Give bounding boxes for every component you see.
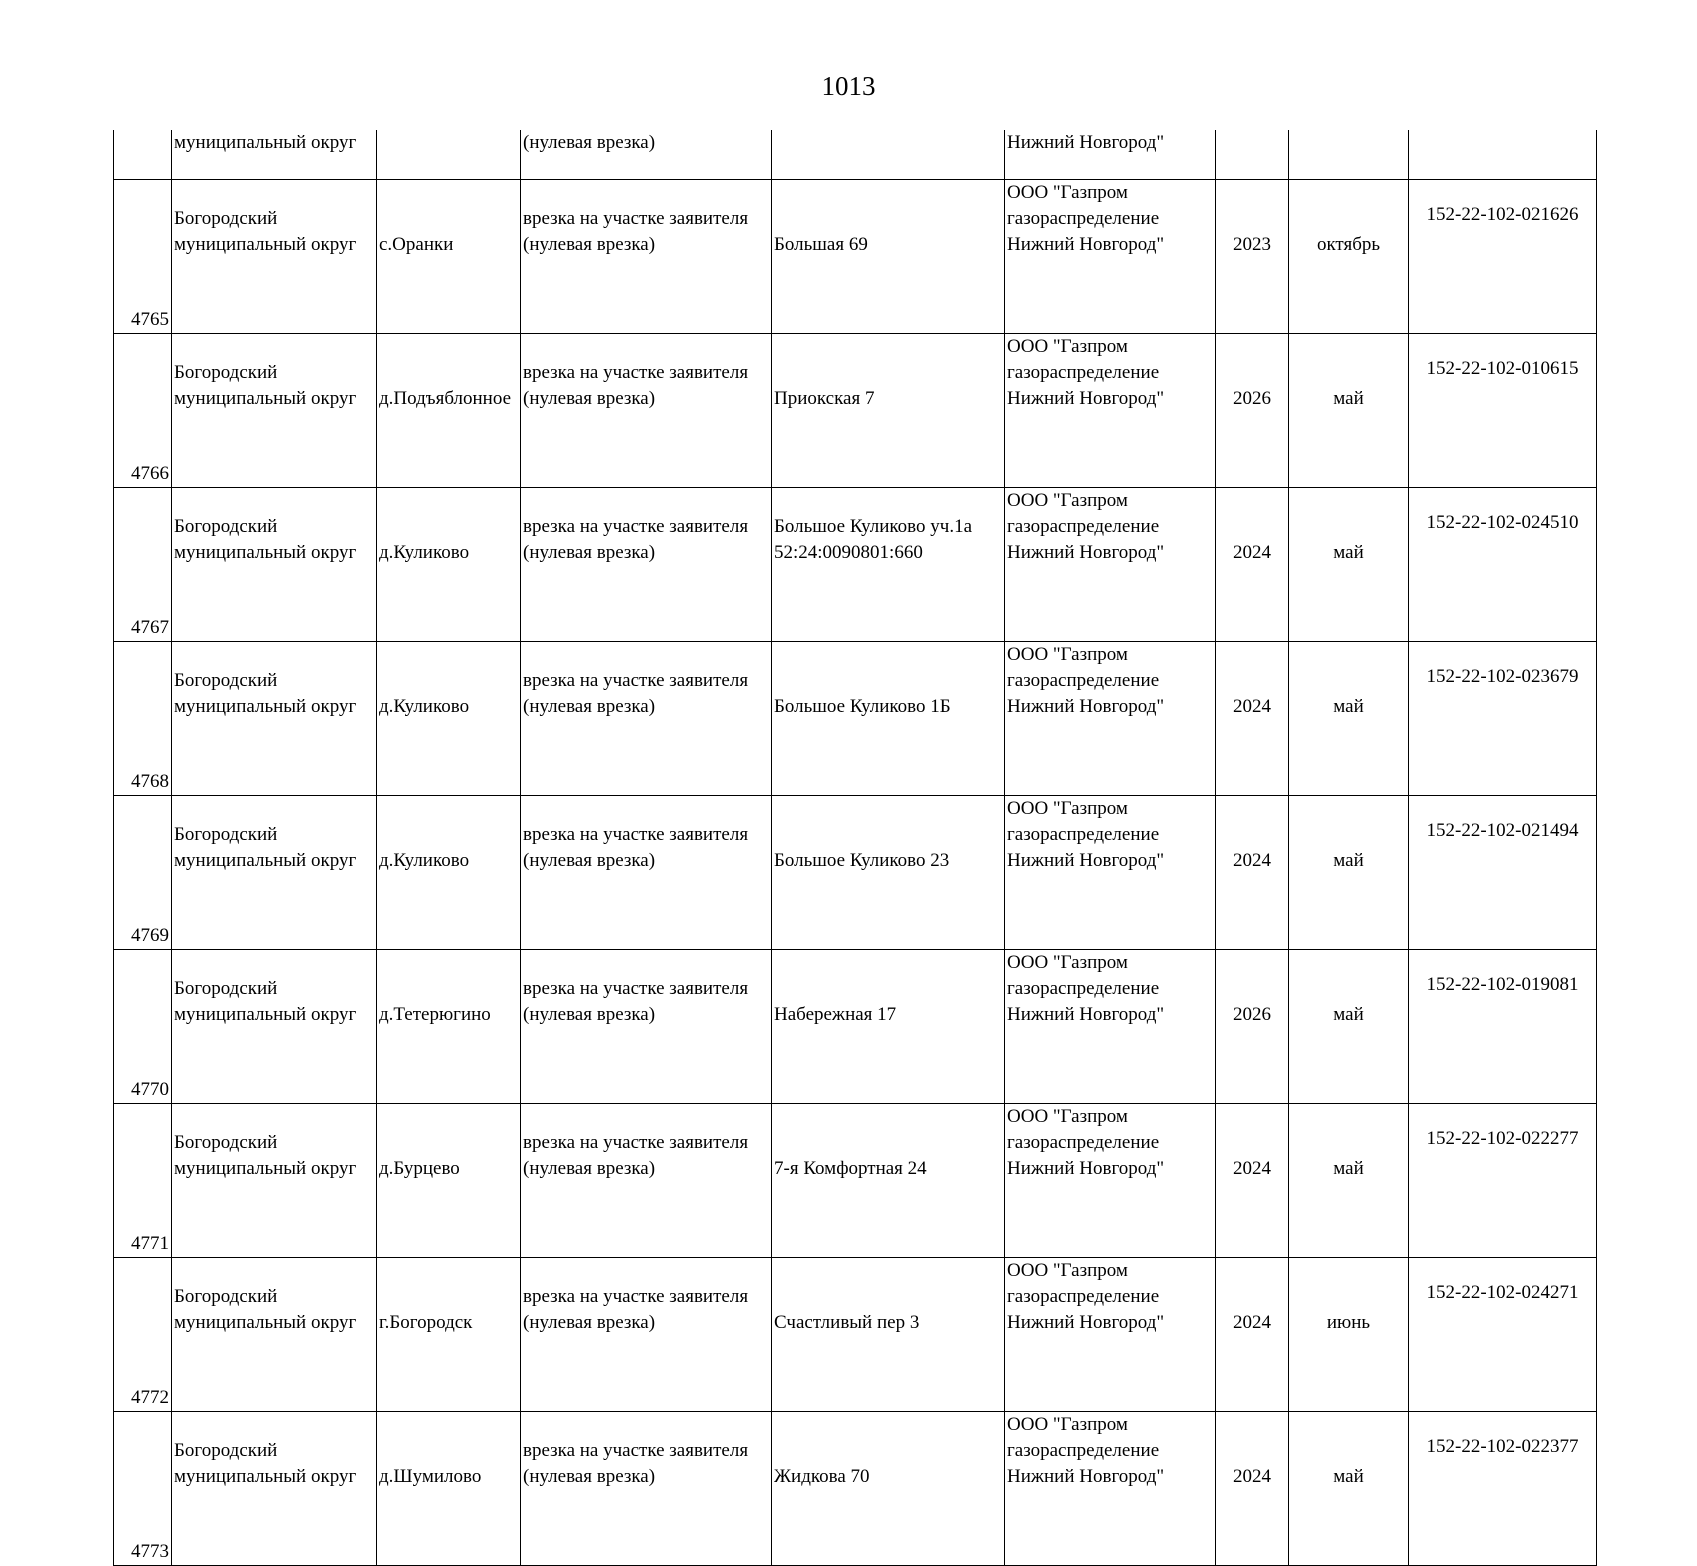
district-cell bbox=[172, 180, 377, 334]
district-name: Богородский bbox=[174, 670, 278, 691]
district-type: муниципальный округ bbox=[174, 1004, 357, 1025]
address-line: Большое Куликово уч.1а bbox=[774, 516, 973, 537]
connection-type-cell bbox=[521, 950, 772, 1104]
address-line: Счастливый пер 3 bbox=[774, 1312, 920, 1333]
year-cell: 2024 bbox=[1216, 796, 1289, 950]
row-number bbox=[114, 130, 172, 180]
request-id-cell: 152-22-102-010615 bbox=[1409, 334, 1597, 488]
cadastral-number: 52:24:0090801:660 bbox=[774, 542, 923, 563]
district-name: Богородский bbox=[174, 1440, 278, 1461]
registry-table bbox=[113, 130, 1597, 1566]
operator-cell bbox=[1005, 180, 1216, 334]
connection-type-note: (нулевая врезка) bbox=[523, 388, 656, 409]
month-cell: май bbox=[1289, 950, 1409, 1104]
district-name: Богородский bbox=[174, 1286, 278, 1307]
connection-type-line: врезка на участке заявителя bbox=[523, 362, 749, 383]
operator-line-1: ООО "Газпром bbox=[1007, 1260, 1128, 1281]
operator-line-1: ООО "Газпром bbox=[1007, 644, 1128, 665]
district-cell bbox=[172, 334, 377, 488]
district-type: муниципальный округ bbox=[174, 696, 357, 717]
connection-type-line: врезка на участке заявителя bbox=[523, 824, 749, 845]
row-number: 4766 bbox=[114, 334, 172, 488]
operator-line-3: Нижний Новгород" bbox=[1007, 850, 1165, 871]
operator-line-2: газораспределение bbox=[1007, 208, 1160, 229]
operator-cell bbox=[1005, 488, 1216, 642]
address-cell bbox=[772, 180, 1005, 334]
operator-cell bbox=[1005, 796, 1216, 950]
operator-line-3: Нижний Новгород" bbox=[1007, 234, 1165, 255]
table-row bbox=[114, 796, 1597, 950]
operator-line-2: газораспределение bbox=[1007, 1286, 1160, 1307]
connection-type-line: врезка на участке заявителя bbox=[523, 1132, 749, 1153]
address-cell bbox=[772, 796, 1005, 950]
year-cell: 2024 bbox=[1216, 1258, 1289, 1412]
address-line: Приокская 7 bbox=[774, 388, 875, 409]
address-cell bbox=[772, 1412, 1005, 1566]
district-name: Богородский bbox=[174, 516, 278, 537]
table-row bbox=[114, 950, 1597, 1104]
settlement-cell: д.Подъяблонное bbox=[377, 334, 521, 488]
year-cell: 2023 bbox=[1216, 180, 1289, 334]
operator-line-2: газораспределение bbox=[1007, 1440, 1160, 1461]
row-number: 4772 bbox=[114, 1258, 172, 1412]
operator-cell bbox=[1005, 950, 1216, 1104]
row-number: 4769 bbox=[114, 796, 172, 950]
month-cell: май bbox=[1289, 1104, 1409, 1258]
address-line: Набережная 17 bbox=[774, 1004, 897, 1025]
operator-line-3: Нижний Новгород" bbox=[1007, 1158, 1165, 1179]
district-cell: муниципальный округ bbox=[172, 130, 377, 180]
operator-line-1: ООО "Газпром bbox=[1007, 490, 1128, 511]
address-cell bbox=[772, 1104, 1005, 1258]
district-type: муниципальный округ bbox=[174, 1312, 357, 1333]
year-cell: 2024 bbox=[1216, 488, 1289, 642]
connection-type-cell bbox=[521, 1104, 772, 1258]
district-type: муниципальный округ bbox=[174, 1158, 357, 1179]
operator-cell bbox=[1005, 1258, 1216, 1412]
connection-type-cell: (нулевая врезка) bbox=[521, 130, 772, 180]
operator-line-3: Нижний Новгород" bbox=[1007, 388, 1165, 409]
district-type: муниципальный округ bbox=[174, 850, 357, 871]
connection-type-line: врезка на участке заявителя bbox=[523, 978, 749, 999]
settlement-cell: с.Оранки bbox=[377, 180, 521, 334]
connection-type-cell bbox=[521, 796, 772, 950]
district-cell bbox=[172, 950, 377, 1104]
address-cell bbox=[772, 642, 1005, 796]
district-cell bbox=[172, 1412, 377, 1566]
year-cell: 2026 bbox=[1216, 950, 1289, 1104]
operator-cell bbox=[1005, 334, 1216, 488]
address-line: Большая 69 bbox=[774, 234, 868, 255]
table-row bbox=[114, 642, 1597, 796]
connection-type-note: (нулевая врезка) bbox=[523, 1158, 656, 1179]
connection-type-line: врезка на участке заявителя bbox=[523, 208, 749, 229]
month-cell: май bbox=[1289, 1412, 1409, 1566]
district-type: муниципальный округ bbox=[174, 542, 357, 563]
request-id-cell: 152-22-102-022377 bbox=[1409, 1412, 1597, 1566]
month-cell: май bbox=[1289, 796, 1409, 950]
settlement-cell: д.Тетерюгино bbox=[377, 950, 521, 1104]
connection-type-note: (нулевая врезка) bbox=[523, 1312, 656, 1333]
settlement-cell: г.Богородск bbox=[377, 1258, 521, 1412]
request-id-cell: 152-22-102-021494 bbox=[1409, 796, 1597, 950]
settlement-cell: д.Бурцево bbox=[377, 1104, 521, 1258]
settlement-cell: д.Куликово bbox=[377, 488, 521, 642]
operator-line-1: ООО "Газпром bbox=[1007, 336, 1128, 357]
table-row bbox=[114, 1258, 1597, 1412]
year-cell: 2026 bbox=[1216, 334, 1289, 488]
connection-type-line: врезка на участке заявителя bbox=[523, 1286, 749, 1307]
operator-line-2: газораспределение bbox=[1007, 978, 1160, 999]
month-cell bbox=[1289, 130, 1409, 180]
settlement-cell: д.Куликово bbox=[377, 642, 521, 796]
connection-type-cell bbox=[521, 180, 772, 334]
month-cell: май bbox=[1289, 488, 1409, 642]
operator-line-2: газораспределение bbox=[1007, 362, 1160, 383]
operator-line-3: Нижний Новгород" bbox=[1007, 1004, 1165, 1025]
table-row bbox=[114, 1412, 1597, 1566]
request-id-cell: 152-22-102-023679 bbox=[1409, 642, 1597, 796]
year-cell bbox=[1216, 130, 1289, 180]
table-row bbox=[114, 1104, 1597, 1258]
connection-type-line: врезка на участке заявителя bbox=[523, 1440, 749, 1461]
settlement-cell: д.Шумилово bbox=[377, 1412, 521, 1566]
connection-type-line: врезка на участке заявителя bbox=[523, 670, 749, 691]
operator-line-1: ООО "Газпром bbox=[1007, 952, 1128, 973]
year-cell: 2024 bbox=[1216, 1412, 1289, 1566]
month-cell: октябрь bbox=[1289, 180, 1409, 334]
address-line: Большое Куликово 1Б bbox=[774, 696, 951, 717]
district-type: муниципальный округ bbox=[174, 234, 357, 255]
address-cell bbox=[772, 334, 1005, 488]
address-line: 7-я Комфортная 24 bbox=[774, 1158, 927, 1179]
connection-type-note: (нулевая врезка) bbox=[523, 696, 656, 717]
address-cell bbox=[772, 950, 1005, 1104]
settlement-cell: д.Куликово bbox=[377, 796, 521, 950]
district-name: Богородский bbox=[174, 824, 278, 845]
year-cell: 2024 bbox=[1216, 1104, 1289, 1258]
operator-cell bbox=[1005, 1412, 1216, 1566]
connection-type-line: врезка на участке заявителя bbox=[523, 516, 749, 537]
request-id-cell bbox=[1409, 130, 1597, 180]
address-line: Большое Куликово 23 bbox=[774, 850, 950, 871]
row-number: 4765 bbox=[114, 180, 172, 334]
address-line: Жидкова 70 bbox=[774, 1466, 870, 1487]
operator-line-3: Нижний Новгород" bbox=[1007, 696, 1165, 717]
operator-line-1: ООО "Газпром bbox=[1007, 1106, 1128, 1127]
row-number: 4768 bbox=[114, 642, 172, 796]
settlement-cell bbox=[377, 130, 521, 180]
request-id-cell: 152-22-102-019081 bbox=[1409, 950, 1597, 1104]
connection-type-cell bbox=[521, 1258, 772, 1412]
connection-type-note: (нулевая врезка) bbox=[523, 542, 656, 563]
operator-line-3: Нижний Новгород" bbox=[1007, 542, 1165, 563]
row-number: 4770 bbox=[114, 950, 172, 1104]
district-type: муниципальный округ bbox=[174, 1466, 357, 1487]
connection-type-note: (нулевая врезка) bbox=[523, 850, 656, 871]
district-name: Богородский bbox=[174, 208, 278, 229]
district-name: Богородский bbox=[174, 362, 278, 383]
connection-type-note: (нулевая врезка) bbox=[523, 1466, 656, 1487]
request-id-cell: 152-22-102-024271 bbox=[1409, 1258, 1597, 1412]
table-row bbox=[114, 180, 1597, 334]
operator-cell: Нижний Новгород" bbox=[1005, 130, 1216, 180]
request-id-cell: 152-22-102-021626 bbox=[1409, 180, 1597, 334]
row-number: 4773 bbox=[114, 1412, 172, 1566]
table-row bbox=[114, 334, 1597, 488]
connection-type-note: (нулевая врезка) bbox=[523, 234, 656, 255]
connection-type-cell bbox=[521, 1412, 772, 1566]
operator-line-1: ООО "Газпром bbox=[1007, 182, 1128, 203]
district-name: Богородский bbox=[174, 1132, 278, 1153]
connection-type-note: (нулевая врезка) bbox=[523, 1004, 656, 1025]
request-id-cell: 152-22-102-022277 bbox=[1409, 1104, 1597, 1258]
row-number: 4767 bbox=[114, 488, 172, 642]
operator-line-2: газораспределение bbox=[1007, 1132, 1160, 1153]
district-cell bbox=[172, 1258, 377, 1412]
operator-cell bbox=[1005, 1104, 1216, 1258]
connection-type-cell bbox=[521, 334, 772, 488]
connection-type-cell bbox=[521, 642, 772, 796]
operator-line-3: Нижний Новгород" bbox=[1007, 1312, 1165, 1333]
page-number: 1013 bbox=[821, 71, 876, 101]
district-cell bbox=[172, 1104, 377, 1258]
district-type: муниципальный округ bbox=[174, 388, 357, 409]
address-cell bbox=[772, 1258, 1005, 1412]
operator-line-2: газораспределение bbox=[1007, 516, 1160, 537]
row-number: 4771 bbox=[114, 1104, 172, 1258]
month-cell: июнь bbox=[1289, 1258, 1409, 1412]
table-row bbox=[114, 488, 1597, 642]
month-cell: май bbox=[1289, 334, 1409, 488]
district-cell bbox=[172, 796, 377, 950]
district-name: Богородский bbox=[174, 978, 278, 999]
operator-line-1: ООО "Газпром bbox=[1007, 798, 1128, 819]
year-cell: 2024 bbox=[1216, 642, 1289, 796]
district-cell bbox=[172, 642, 377, 796]
operator-line-3: Нижний Новгород" bbox=[1007, 1466, 1165, 1487]
operator-line-1: ООО "Газпром bbox=[1007, 1414, 1128, 1435]
operator-line-2: газораспределение bbox=[1007, 824, 1160, 845]
operator-line-2: газораспределение bbox=[1007, 670, 1160, 691]
address-cell bbox=[772, 130, 1005, 180]
table-row-continued bbox=[114, 130, 1597, 180]
connection-type-cell bbox=[521, 488, 772, 642]
district-cell bbox=[172, 488, 377, 642]
address-cell bbox=[772, 488, 1005, 642]
month-cell: май bbox=[1289, 642, 1409, 796]
request-id-cell: 152-22-102-024510 bbox=[1409, 488, 1597, 642]
operator-cell bbox=[1005, 642, 1216, 796]
